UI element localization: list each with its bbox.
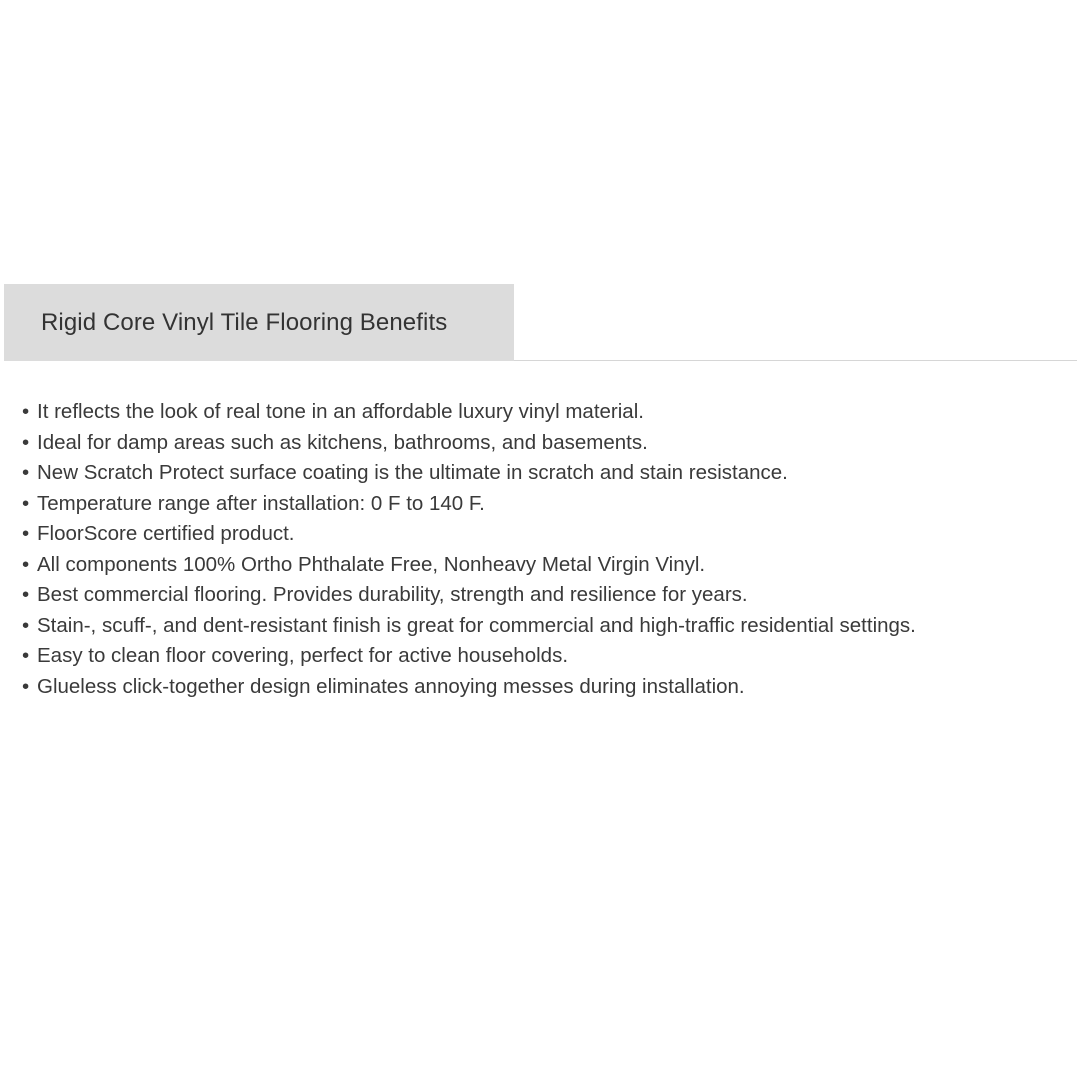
benefit-text: Temperature range after installation: 0 F to 140 F. [37, 491, 485, 515]
bullet-icon: • [22, 461, 30, 484]
tab-strip [4, 284, 1077, 361]
list-item [22, 519, 916, 550]
bullet-icon: • [22, 674, 30, 698]
list-item [22, 611, 916, 642]
benefit-text: Glueless click-together design eliminates annoying messes during installation. [37, 674, 745, 698]
bullet-icon: • [22, 491, 30, 515]
tab-divider [514, 360, 1077, 361]
list-item [22, 428, 916, 459]
benefit-text: New Scratch Protect surface coating is the ultimate in scratch and stain resistance. [37, 461, 788, 484]
benefit-text: It reflects the look of real tone in an affordable luxury vinyl material. [37, 400, 644, 423]
list-item [22, 550, 916, 581]
benefit-text: All components 100% Ortho Phthalate Free, Nonheavy Metal Virgin Vinyl. [37, 552, 706, 576]
list-item [22, 397, 916, 428]
list-item [22, 641, 916, 672]
list-item [22, 458, 916, 489]
tab-benefits[interactable] [4, 284, 514, 361]
benefits-list [22, 397, 916, 702]
benefit-text: FloorScore certified product. [37, 522, 295, 545]
list-item [22, 489, 916, 520]
benefit-text: Best commercial flooring. Provides durability, strength and resilience for years. [37, 583, 748, 606]
benefit-text: Stain-, scuff-, and dent-resistant finish is great for commercial and high-traffic residential settings. [37, 613, 916, 637]
bullet-icon: • [22, 522, 30, 545]
list-item [22, 672, 916, 703]
bullet-icon: • [22, 430, 30, 454]
bullet-icon: • [22, 644, 30, 667]
bullet-icon: • [22, 613, 30, 637]
benefit-text: Easy to clean floor covering, perfect for active households. [37, 644, 569, 667]
bullet-icon: • [22, 552, 30, 576]
bullet-icon: • [22, 583, 30, 606]
list-item [22, 580, 916, 611]
tab-label: Rigid Core Vinyl Tile Flooring Benefits [41, 308, 448, 336]
bullet-icon: • [22, 400, 30, 423]
benefit-text: Ideal for damp areas such as kitchens, bathrooms, and basements. [37, 430, 648, 454]
